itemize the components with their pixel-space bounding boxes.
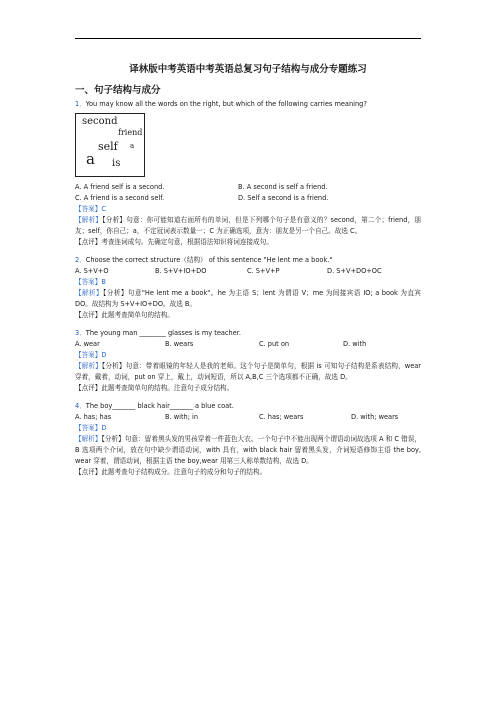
question-stem: 3．The young man ________ glasses is my teacher. [75,329,241,337]
option-c: C. put on [259,340,290,348]
question-stem: 4．The boy_______ black hair_______ a blue coat. [75,402,234,410]
option-b: B. with; in [165,413,199,421]
comment-text: 【点评】此题考查简单句的结构。 [75,311,174,319]
question-stem: 1．You may know all the words on the right, but which of the following carries meaning? [75,100,367,108]
option-b: B. S+V+IO+DO [155,267,207,275]
comment-text: 【点评】此题考查简单句的结构。注意句子成分结构。 [75,384,234,392]
question-4 [75,401,421,478]
option-d: D. with; wears [351,413,399,421]
word-figure [75,113,145,177]
figure-word: is [112,158,121,169]
option-a: A. S+V+O [75,267,109,275]
option-a: A. A friend self is a second. [75,183,165,191]
option-d: D. with [343,340,367,348]
options-row [75,193,421,204]
figure-word: friend [118,128,143,137]
comment-text: 【点评】此题考查句子结构成分。注意句子的成分和句子的结构。 [75,468,267,476]
option-a: A. wear [75,340,100,348]
document-title: 译林版中考英语中考英语总复习句子结构与成分专题练习 [129,64,367,75]
option-c: C. has; wears [259,413,304,421]
section-heading: 一、句子结构与成分 [75,85,161,96]
question-2 [75,255,421,321]
option-b: B. wears [165,340,194,348]
figure-word: second [82,116,118,127]
question-1 [75,99,421,248]
analysis-text: 【解析】【分析】句意：带着眼镜的年轻人是我的老师。这个句子是简单句，根据 is 可知句子结构是系表结构，wear 穿着，戴着，动词，put on 穿上，戴上，动词短语，所以 A,B,C 三个选项都不正确，故选 D。 [75,362,422,381]
options-row [75,339,421,350]
question-stem: 2．Choose the correct structure（结构） of this sentence "He lent me a book." [75,256,333,264]
figure-word: self [98,140,118,153]
question-3 [75,328,421,394]
option-a: A. has; has [75,413,112,421]
answer-label: 【答案】D [75,424,107,432]
answer-label: 【答案】D [75,351,107,359]
answer-label: 【答案】B [75,278,106,286]
figure-word: a [86,150,95,168]
header-rule [75,38,421,39]
analysis-text: 【解析】【分析】句意"He lent me a book"。he 为主语 S；lent 为谓语 V；me 为间接宾语 IO; a book 为直宾 DO。故结构为 S+V+IO+DO。故选 B。 [75,289,421,308]
option-c: C. A friend is a second self. [75,194,165,202]
options-row [75,412,421,423]
option-c: C. S+V+P [247,267,280,275]
option-d: D. Self a second is a friend. [238,194,329,202]
analysis-text: 【解析】【分析】句意：留着黑头发的男孩穿着一件蓝色大衣。一个句子中不能出现两个谓语动词故选项 A 和 C 错误，B 选项两个介词，放在句中缺少谓语动词，with 具有，with black hair 留着黑头发，介词短语修饰主语 the boy, wear 穿着，谓语动词，根据主语 the boy,wear 用第三人称单数结构，故选 D。 [75,435,422,465]
option-b: B. A second is self a friend. [238,183,328,191]
analysis-text: 【解析】【分析】句意：你可能知道右面所有的单词，但是下列哪个句子是有意义的？second，第二个；friend，朋友；self，你自己；a，不定冠词表示数量一；C 为正确选项，意为：朋友是另一个自己。故选 C。 [75,216,422,235]
option-d: D. S+V+DO+OC [327,267,382,275]
comment-text: 【点评】考查连词成句。先确定句意，根据语法知识将词连接成句。 [75,238,273,246]
document-body [75,82,421,485]
options-row [75,266,421,277]
figure-word: a [130,142,135,150]
answer-label: 【答案】C [75,205,106,213]
options-row [75,182,421,193]
